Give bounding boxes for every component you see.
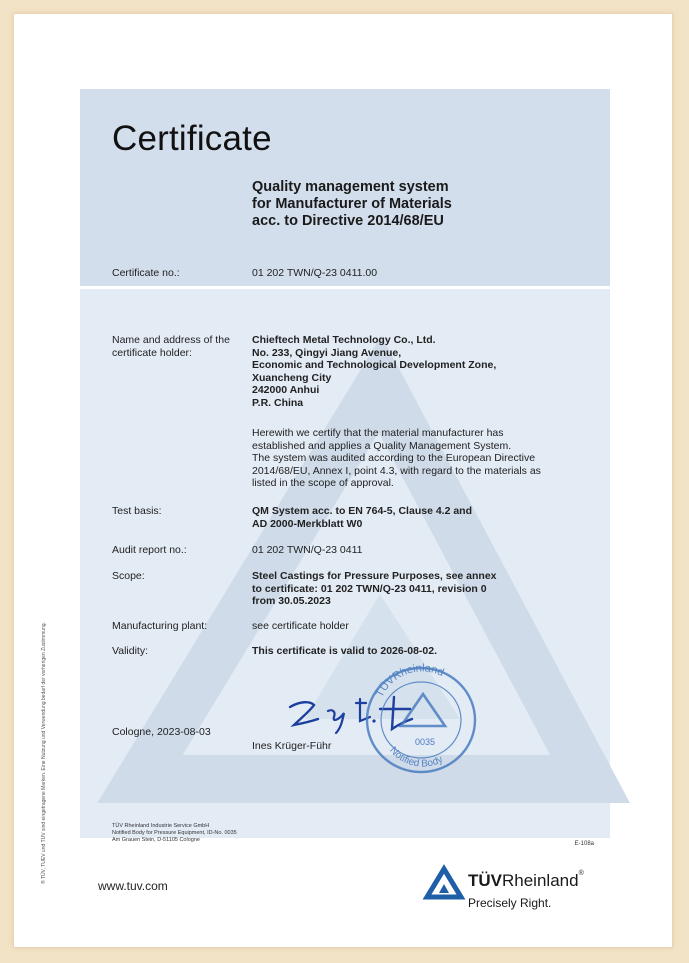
subject-line: for Manufacturer of Materials [252,196,452,212]
plant-value: see certificate holder [252,620,349,632]
address-line: Economic and Technological Development Zone, [252,359,497,371]
scope-value: Steel Castings for Pressure Purposes, see annex to certificate: 01 202 TWN/Q-23 0411, revision 0 from 30.05.2023 [252,570,497,607]
trademark-note: ® TÜV, TUEV und TUV sind eingetragene Marken. Eine Nutzung und Verwendung bedarf der vorherigen Zustimmung. [41,622,47,884]
certification-statement: Herewith we certify that the material manufacturer has established and applies a Quality Management System. The system was audited according to the European Directive 2014/68/EU, Annex I, point 4.3, with regard to the materials as listed in the scope of approval. [252,427,541,489]
form-id: E-108a [574,841,594,847]
holder-label: Name and address of the certificate holder: [112,334,230,359]
brand-tagline: Precisely Right. [468,896,552,910]
subject-line: Quality management system [252,179,449,195]
stamp-number: 0035 [415,737,436,747]
svg-text:Notified Body: Notified Body [387,744,445,770]
validity-label: Validity: [112,645,148,657]
address-line: 242000 Anhui [252,384,320,396]
brand-name: TÜVRheinland® [468,870,584,890]
subject-line: acc. to Directive 2014/68/EU [252,213,444,229]
website-link[interactable]: www.tuv.com [98,879,168,893]
certificate-subject [252,179,452,230]
signatory-name: Ines Krüger-Führ [252,740,332,752]
tuv-triangle-logo-icon [424,866,464,900]
audit-report-value: 01 202 TWN/Q-23 0411 [252,544,363,556]
address-line: Chieftech Metal Technology Co., Ltd. [252,334,436,346]
certificate-no-value: 01 202 TWN/Q-23 0411.00 [252,267,378,279]
address-line: Xuancheng City [252,371,332,384]
audit-report-label: Audit report no.: [112,544,187,556]
certificate-no-label: Certificate no.: [112,267,180,279]
certificate-page [14,14,672,947]
notified-body-stamp-icon [357,660,483,780]
place-date: Cologne, 2023-08-03 [112,726,211,738]
address-line: P.R. China [252,396,304,409]
svg-text:TÜVRheinland: TÜVRheinland [373,662,446,700]
holder-address [252,334,496,409]
test-basis-label: Test basis: [112,505,162,517]
validity-value: This certificate is valid to 2026-08-02. [252,645,438,657]
issuer-footer: TÜV Rheinland Industrie Service GmbH Notified Body for Pressure Equipment, ID-No. 0035 Am Grauen Stein, D-51105 Cologne [112,823,237,843]
scope-label: Scope: [112,570,145,582]
address-line: No. 233, Qingyi Jiang Avenue, [252,346,402,359]
test-basis-value: QM System acc. to EN 764-5, Clause 4.2 and AD 2000-Merkblatt W0 [252,505,473,530]
certificate-title: Certificate [112,119,272,158]
plant-label: Manufacturing plant: [112,620,208,632]
certificate-panel [80,89,610,847]
